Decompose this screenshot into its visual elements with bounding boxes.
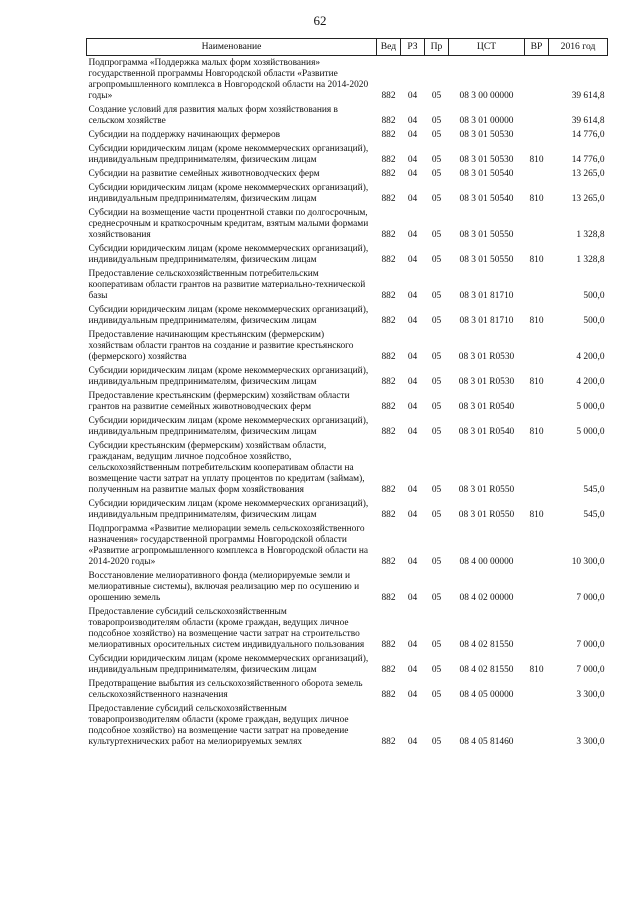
- row-name: Предоставление субсидий сельскохозяйственным товаропроизводителям области (кроме граждан, ведущих личное подсобное хозяйство) на возмещение части затрат на проведение культуртехнических работ на мелиорируемых землях: [88, 704, 349, 747]
- row-vr: [525, 439, 549, 497]
- row-cst: 08 3 01 50540: [459, 169, 514, 179]
- row-vr: 810: [529, 377, 544, 387]
- row-ved: 882: [381, 665, 396, 675]
- row-sum: 7 000,0: [576, 665, 605, 675]
- table-row: [87, 267, 608, 303]
- header-ved: Вед: [377, 39, 401, 56]
- row-name: Предотвращение выбытия из сельскохозяйственного оборота земель сельскохозяйственного назначения: [88, 679, 363, 700]
- row-rz: 04: [407, 402, 418, 412]
- row-vr: [525, 569, 549, 605]
- table-row: [87, 605, 608, 652]
- row-rz: 04: [407, 194, 418, 204]
- row-cst: 08 3 01 R0530: [458, 352, 515, 362]
- row-cst: 08 3 01 R0540: [458, 402, 515, 412]
- row-vr: [525, 605, 549, 652]
- row-ved: 882: [381, 352, 396, 362]
- row-pr: 05: [431, 485, 442, 495]
- row-sum: 7 000,0: [576, 593, 605, 603]
- row-rz: 04: [407, 316, 418, 326]
- row-pr: 05: [431, 377, 442, 387]
- row-pr: 05: [431, 316, 442, 326]
- row-cst: 08 4 05 81460: [459, 737, 514, 747]
- table-row: [87, 328, 608, 364]
- row-vr: 810: [529, 316, 544, 326]
- row-ved: 882: [381, 316, 396, 326]
- row-pr: 05: [431, 402, 442, 412]
- header-year: 2016 год: [549, 39, 608, 56]
- row-vr: [525, 267, 549, 303]
- row-rz: 04: [407, 665, 418, 675]
- row-cst: 08 3 01 50530: [459, 155, 514, 165]
- table-header-row: [87, 39, 608, 56]
- row-rz: 04: [407, 377, 418, 387]
- row-name: Субсидии на возмещение части процентной ставки по долгосрочным, среднесрочным и краткосрочным кредитам, взятым малыми формами хозяйствования: [88, 208, 369, 240]
- row-name: Предоставление начинающим крестьянским (фермерским) хозяйствам области грантов на создание и развитие крестьянского (фермерского) хозяйства: [88, 330, 354, 362]
- row-ved: 882: [381, 169, 396, 179]
- row-pr: 05: [431, 352, 442, 362]
- row-sum: 500,0: [583, 316, 605, 326]
- row-ved: 882: [381, 593, 396, 603]
- row-pr: 05: [431, 737, 442, 747]
- row-name: Субсидии на поддержку начинающих фермеров: [88, 130, 281, 140]
- table-row: [87, 142, 608, 167]
- row-sum: 545,0: [583, 485, 605, 495]
- table-row: [87, 439, 608, 497]
- table-row: [87, 128, 608, 142]
- header-cst: ЦСТ: [449, 39, 525, 56]
- table-row: [87, 167, 608, 181]
- row-ved: 882: [381, 255, 396, 265]
- row-rz: 04: [407, 291, 418, 301]
- row-rz: 04: [407, 427, 418, 437]
- row-sum: 5 000,0: [576, 402, 605, 412]
- row-name: Подпрограмма «Развитие мелиорации земель сельскохозяйственного назначения» государственной программы Новгородской области «Развитие агропромышленного комплекса в Новгородской области на 2014-2020 годы»: [88, 524, 369, 567]
- row-vr: [525, 389, 549, 414]
- row-vr: [525, 206, 549, 242]
- row-vr: [525, 167, 549, 181]
- row-cst: 08 3 01 00000: [459, 116, 514, 126]
- row-name: Субсидии юридическим лицам (кроме некоммерческих организаций), индивидуальным предпринимателям, физическим лицам: [88, 244, 369, 265]
- row-rz: 04: [407, 169, 418, 179]
- row-cst: 08 3 00 00000: [459, 91, 514, 101]
- row-vr: [525, 677, 549, 702]
- row-vr: [525, 128, 549, 142]
- row-pr: 05: [431, 291, 442, 301]
- header-vr: ВР: [525, 39, 549, 56]
- row-name: Субсидии юридическим лицам (кроме некоммерческих организаций), индивидуальным предпринимателям, физическим лицам: [88, 183, 369, 204]
- row-name: Субсидии юридическим лицам (кроме некоммерческих организаций), индивидуальным предпринимателям, физическим лицам: [88, 416, 369, 437]
- table-body: [87, 56, 608, 750]
- row-vr: [525, 103, 549, 128]
- row-ved: 882: [381, 377, 396, 387]
- row-sum: 500,0: [583, 291, 605, 301]
- row-sum: 39 614,8: [571, 116, 605, 126]
- table-row: [87, 103, 608, 128]
- row-ved: 882: [381, 402, 396, 412]
- row-rz: 04: [407, 155, 418, 165]
- row-ved: 882: [381, 130, 396, 140]
- row-ved: 882: [381, 116, 396, 126]
- row-pr: 05: [431, 510, 442, 520]
- row-ved: 882: [381, 485, 396, 495]
- row-name: Субсидии юридическим лицам (кроме некоммерческих организаций), индивидуальным предпринимателям, физическим лицам: [88, 499, 369, 520]
- row-rz: 04: [407, 485, 418, 495]
- row-ved: 882: [381, 427, 396, 437]
- table-row: [87, 497, 608, 522]
- row-sum: 7 000,0: [576, 640, 605, 650]
- row-cst: 08 3 01 R0530: [458, 377, 515, 387]
- row-ved: 882: [381, 557, 396, 567]
- table-row: [87, 702, 608, 749]
- row-rz: 04: [407, 130, 418, 140]
- row-cst: 08 4 02 81550: [459, 640, 514, 650]
- row-rz: 04: [407, 352, 418, 362]
- row-sum: 39 614,8: [571, 91, 605, 101]
- row-ved: 882: [381, 155, 396, 165]
- table-row: [87, 206, 608, 242]
- row-vr: 810: [529, 510, 544, 520]
- row-ved: 882: [381, 194, 396, 204]
- row-sum: 14 776,0: [571, 130, 605, 140]
- row-vr: 810: [529, 665, 544, 675]
- row-rz: 04: [407, 510, 418, 520]
- row-pr: 05: [431, 116, 442, 126]
- row-cst: 08 3 01 R0550: [458, 510, 515, 520]
- row-pr: 05: [431, 255, 442, 265]
- table-row: [87, 181, 608, 206]
- row-name: Субсидии юридическим лицам (кроме некоммерческих организаций), индивидуальным предпринимателям, физическим лицам: [88, 654, 369, 675]
- row-cst: 08 4 02 00000: [459, 593, 514, 603]
- row-name: Субсидии юридическим лицам (кроме некоммерческих организаций), индивидуальным предпринимателям, физическим лицам: [88, 366, 369, 387]
- row-cst: 08 4 00 00000: [459, 557, 514, 567]
- row-name: Субсидии юридическим лицам (кроме некоммерческих организаций), индивидуальным предпринимателям, физическим лицам: [88, 144, 369, 165]
- row-cst: 08 3 01 50550: [459, 230, 514, 240]
- row-pr: 05: [431, 130, 442, 140]
- row-name: Субсидии крестьянским (фермерским) хозяйствам области, гражданам, ведущим личное подсобное хозяйство, сельскохозяйственным потребительским кооперативам области на возмещение части затрат на уплату процентов по кредитам (займам), полученным на развитие малых форм хозяйствования: [88, 441, 365, 495]
- row-sum: 10 300,0: [571, 557, 605, 567]
- row-rz: 04: [407, 640, 418, 650]
- table-row: [87, 242, 608, 267]
- row-vr: [525, 702, 549, 749]
- table-row: [87, 652, 608, 677]
- row-pr: 05: [431, 230, 442, 240]
- row-rz: 04: [407, 690, 418, 700]
- row-sum: 4 200,0: [576, 352, 605, 362]
- row-vr: [525, 522, 549, 569]
- row-pr: 05: [431, 427, 442, 437]
- row-pr: 05: [431, 194, 442, 204]
- row-cst: 08 3 01 50530: [459, 130, 514, 140]
- row-sum: 3 300,0: [576, 737, 605, 747]
- row-sum: 3 300,0: [576, 690, 605, 700]
- row-sum: 545,0: [583, 510, 605, 520]
- row-cst: 08 3 01 81710: [459, 316, 514, 326]
- table-row: [87, 677, 608, 702]
- row-pr: 05: [431, 593, 442, 603]
- row-rz: 04: [407, 737, 418, 747]
- row-vr: [525, 328, 549, 364]
- table-row: [87, 522, 608, 569]
- page-number: 62: [313, 13, 327, 28]
- row-pr: 05: [431, 557, 442, 567]
- row-sum: 1 328,8: [576, 255, 605, 265]
- row-name: Субсидии на развитие семейных животноводческих ферм: [88, 169, 320, 179]
- row-name: Предоставление крестьянским (фермерским) хозяйствам области грантов на развитие семейных животноводческих ферм: [88, 391, 350, 412]
- row-rz: 04: [407, 557, 418, 567]
- table-row: [87, 414, 608, 439]
- row-ved: 882: [381, 91, 396, 101]
- row-rz: 04: [407, 91, 418, 101]
- row-cst: 08 3 01 50550: [459, 255, 514, 265]
- row-ved: 882: [381, 737, 396, 747]
- table-row: [87, 569, 608, 605]
- row-cst: 08 3 01 50540: [459, 194, 514, 204]
- row-name: Создание условий для развития малых форм хозяйствования в сельском хозяйстве: [88, 105, 338, 126]
- row-vr: 810: [529, 194, 544, 204]
- row-pr: 05: [431, 640, 442, 650]
- row-vr: [525, 56, 549, 104]
- table-row: [87, 364, 608, 389]
- row-cst: 08 3 01 R0550: [458, 485, 515, 495]
- row-sum: 5 000,0: [576, 427, 605, 437]
- row-cst: 08 4 05 00000: [459, 690, 514, 700]
- row-pr: 05: [431, 91, 442, 101]
- table-row: [87, 303, 608, 328]
- row-pr: 05: [431, 665, 442, 675]
- row-pr: 05: [431, 155, 442, 165]
- row-name: Подпрограмма «Поддержка малых форм хозяйствования» государственной программы Новгородской области «Развитие агропромышленного комплекса в Новгородской области на 2014-2020 годы»: [88, 58, 369, 101]
- header-pr: Пр: [425, 39, 449, 56]
- row-vr: 810: [529, 155, 544, 165]
- row-cst: 08 3 01 81710: [459, 291, 514, 301]
- row-vr: 810: [529, 255, 544, 265]
- row-ved: 882: [381, 230, 396, 240]
- row-pr: 05: [431, 690, 442, 700]
- row-name: Предоставление сельскохозяйственным потребительским кооперативам области грантов на развитие материально-технической базы: [88, 269, 366, 301]
- row-rz: 04: [407, 255, 418, 265]
- table-row: [87, 56, 608, 104]
- row-rz: 04: [407, 230, 418, 240]
- row-sum: 13 265,0: [571, 194, 605, 204]
- table-row: [87, 389, 608, 414]
- header-rz: РЗ: [401, 39, 425, 56]
- row-ved: 882: [381, 640, 396, 650]
- row-cst: 08 3 01 R0540: [458, 427, 515, 437]
- row-rz: 04: [407, 116, 418, 126]
- row-name: Субсидии юридическим лицам (кроме некоммерческих организаций), индивидуальным предпринимателям, физическим лицам: [88, 305, 369, 326]
- header-name: Наименование: [87, 39, 377, 56]
- row-pr: 05: [431, 169, 442, 179]
- row-sum: 1 328,8: [576, 230, 605, 240]
- row-ved: 882: [381, 510, 396, 520]
- row-ved: 882: [381, 690, 396, 700]
- row-sum: 13 265,0: [571, 169, 605, 179]
- row-name: Предоставление субсидий сельскохозяйственным товаропроизводителям области (кроме граждан, ведущих личное подсобное хозяйство) на возмещение части затрат на строительство мелиоративных оросительных систем индивидуального пользования: [88, 607, 365, 650]
- row-rz: 04: [407, 593, 418, 603]
- row-vr: 810: [529, 427, 544, 437]
- row-ved: 882: [381, 291, 396, 301]
- row-sum: 14 776,0: [571, 155, 605, 165]
- row-sum: 4 200,0: [576, 377, 605, 387]
- row-name: Восстановление мелиоративного фонда (мелиорируемые земли и мелиоративные системы), включая реализацию мер по осушению и орошению земель: [88, 571, 360, 603]
- budget-table: [86, 38, 608, 749]
- row-cst: 08 4 02 81550: [459, 665, 514, 675]
